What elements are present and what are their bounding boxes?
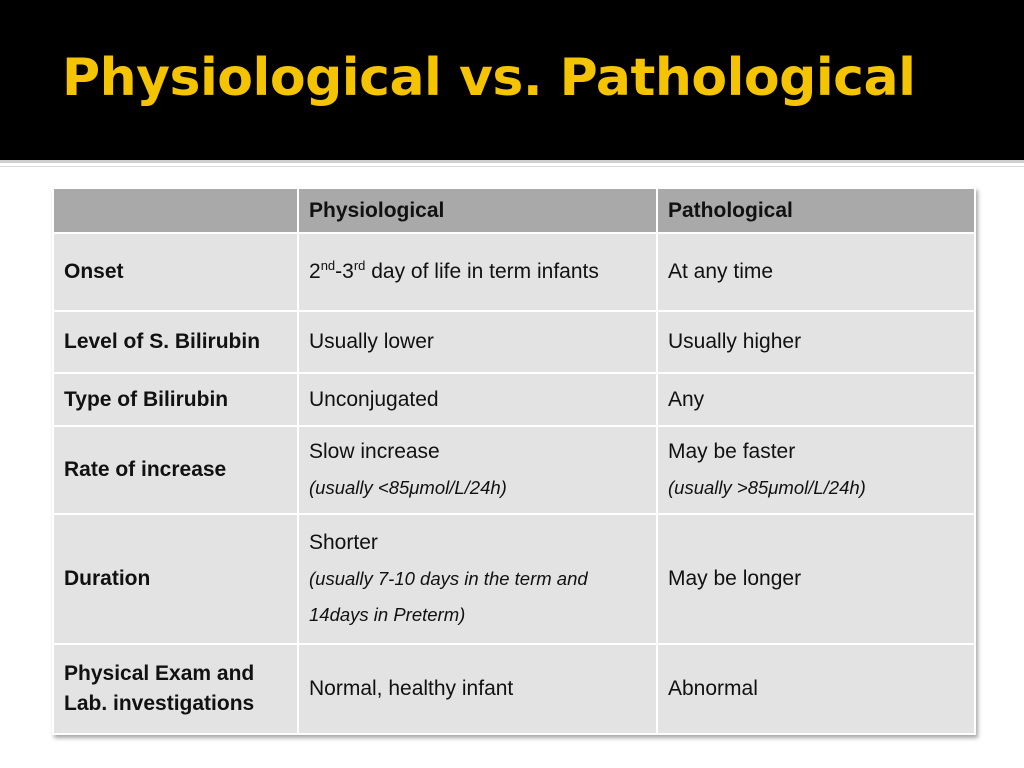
table-row — [53, 373, 975, 426]
cell-rate-pathological — [657, 426, 975, 514]
divider-line-thin — [0, 166, 1024, 167]
row-label-rate: Rate of increase — [53, 426, 298, 514]
header-physiological: Physiological — [298, 188, 657, 233]
table-row — [53, 233, 975, 311]
divider-line — [0, 160, 1024, 163]
table-row — [53, 311, 975, 373]
cell-rate-physiological — [298, 426, 657, 514]
table-row — [53, 514, 975, 644]
cell-level-pathological: Usually higher — [657, 311, 975, 373]
cell-exam-physiological: Normal, healthy infant — [298, 644, 657, 734]
cell-duration-pathological: May be longer — [657, 514, 975, 644]
duration-physio-note-line2: 14days in Preterm) — [309, 604, 466, 625]
rate-patho-note: (usually >85μmol/L/24h) — [668, 477, 866, 498]
rate-patho-main: May be faster — [668, 440, 796, 463]
row-label-duration: Duration — [53, 514, 298, 644]
cell-level-physiological: Usually lower — [298, 311, 657, 373]
title-bar — [0, 0, 1024, 160]
rate-physio-note: (usually <85μmol/L/24h) — [309, 477, 507, 498]
onset-ordinal-rd: rd — [353, 258, 366, 273]
cell-onset-pathological: At any time — [657, 233, 975, 311]
cell-type-pathological: Any — [657, 373, 975, 426]
row-label-exam — [53, 644, 298, 734]
onset-text: day of life in term infants — [365, 260, 599, 283]
table-row — [53, 644, 975, 734]
row-label-level: Level of S. Bilirubin — [53, 311, 298, 373]
row-label-exam-line1: Physical Exam and — [64, 662, 255, 685]
row-label-onset: Onset — [53, 233, 298, 311]
duration-physio-main: Shorter — [309, 531, 378, 554]
onset-ordinal-nd: nd — [320, 258, 336, 273]
slide-title: Physiological vs. Pathological — [62, 48, 916, 108]
rate-physio-main: Slow increase — [309, 440, 440, 463]
cell-exam-pathological: Abnormal — [657, 644, 975, 734]
onset-day-2: 2 — [309, 260, 321, 283]
duration-physio-note-line1: (usually 7-10 days in the term and — [309, 568, 588, 589]
table-row — [53, 426, 975, 514]
comparison-table — [52, 187, 976, 735]
cell-onset-physiological — [298, 233, 657, 311]
row-label-type: Type of Bilirubin — [53, 373, 298, 426]
cell-duration-physiological — [298, 514, 657, 644]
row-label-exam-line2: Lab. investigations — [64, 692, 255, 715]
cell-type-physiological: Unconjugated — [298, 373, 657, 426]
onset-day-3: -3 — [335, 260, 354, 283]
table-header-row — [53, 188, 975, 233]
header-pathological: Pathological — [657, 188, 975, 233]
header-cell-empty — [53, 188, 298, 233]
